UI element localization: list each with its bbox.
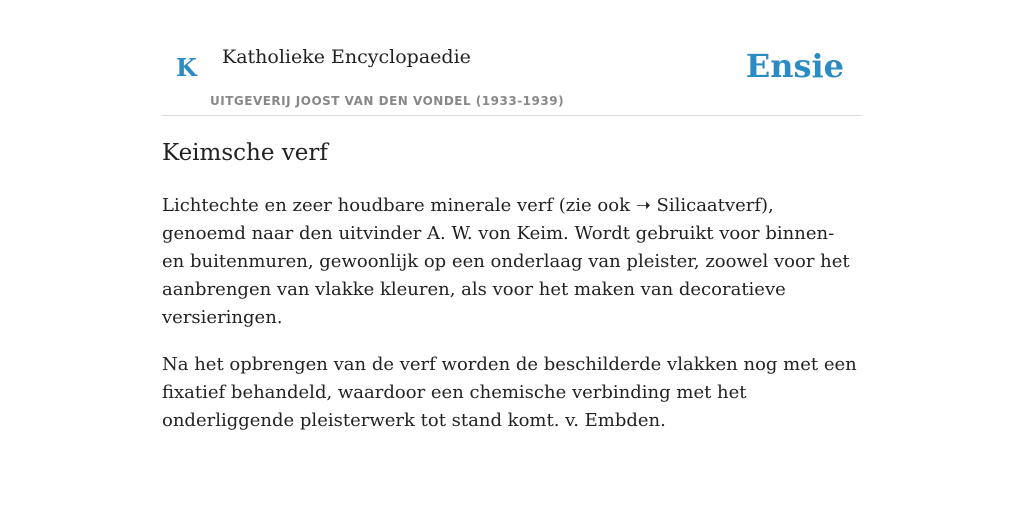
arrow-right-icon: ➝ bbox=[635, 195, 651, 216]
ensie-logo-link[interactable]: Ensie bbox=[745, 47, 844, 85]
entry-body bbox=[162, 192, 862, 454]
paragraph-text: Lichtechte en zeer houdbare minerale verf (zie ook bbox=[162, 195, 636, 216]
encyclopedia-logo[interactable]: K bbox=[176, 53, 197, 82]
paragraph-text: ), genoemd naar den uitvinder A. W. von Keim. Wordt gebruikt voor binnen- en buitenmuren, gewoonlijk op een onderlaag van pleister, zoowel voor het aanbrengen van vlakke kleuren, als voor het maken van decoratieve versieringen. bbox=[162, 195, 850, 328]
entry-title: Keimsche verf bbox=[162, 140, 328, 166]
page bbox=[162, 0, 862, 512]
cross-reference-link[interactable] bbox=[636, 195, 761, 216]
header bbox=[162, 0, 862, 116]
entry-paragraph-2: Na het opbrengen van de verf worden de beschilderde vlakken nog met een fixatief behandeld, waardoor een chemische verbinding met het onderliggende pleisterwerk tot stand komt. v. Embden. bbox=[162, 354, 857, 431]
publisher-info: UITGEVERIJ JOOST VAN DEN VONDEL (1933-1939) bbox=[210, 94, 565, 108]
entry-paragraph-1 bbox=[162, 192, 862, 332]
book-title[interactable]: Katholieke Encyclopaedie bbox=[222, 46, 471, 68]
cross-reference-label: Silicaatverf bbox=[650, 195, 761, 216]
